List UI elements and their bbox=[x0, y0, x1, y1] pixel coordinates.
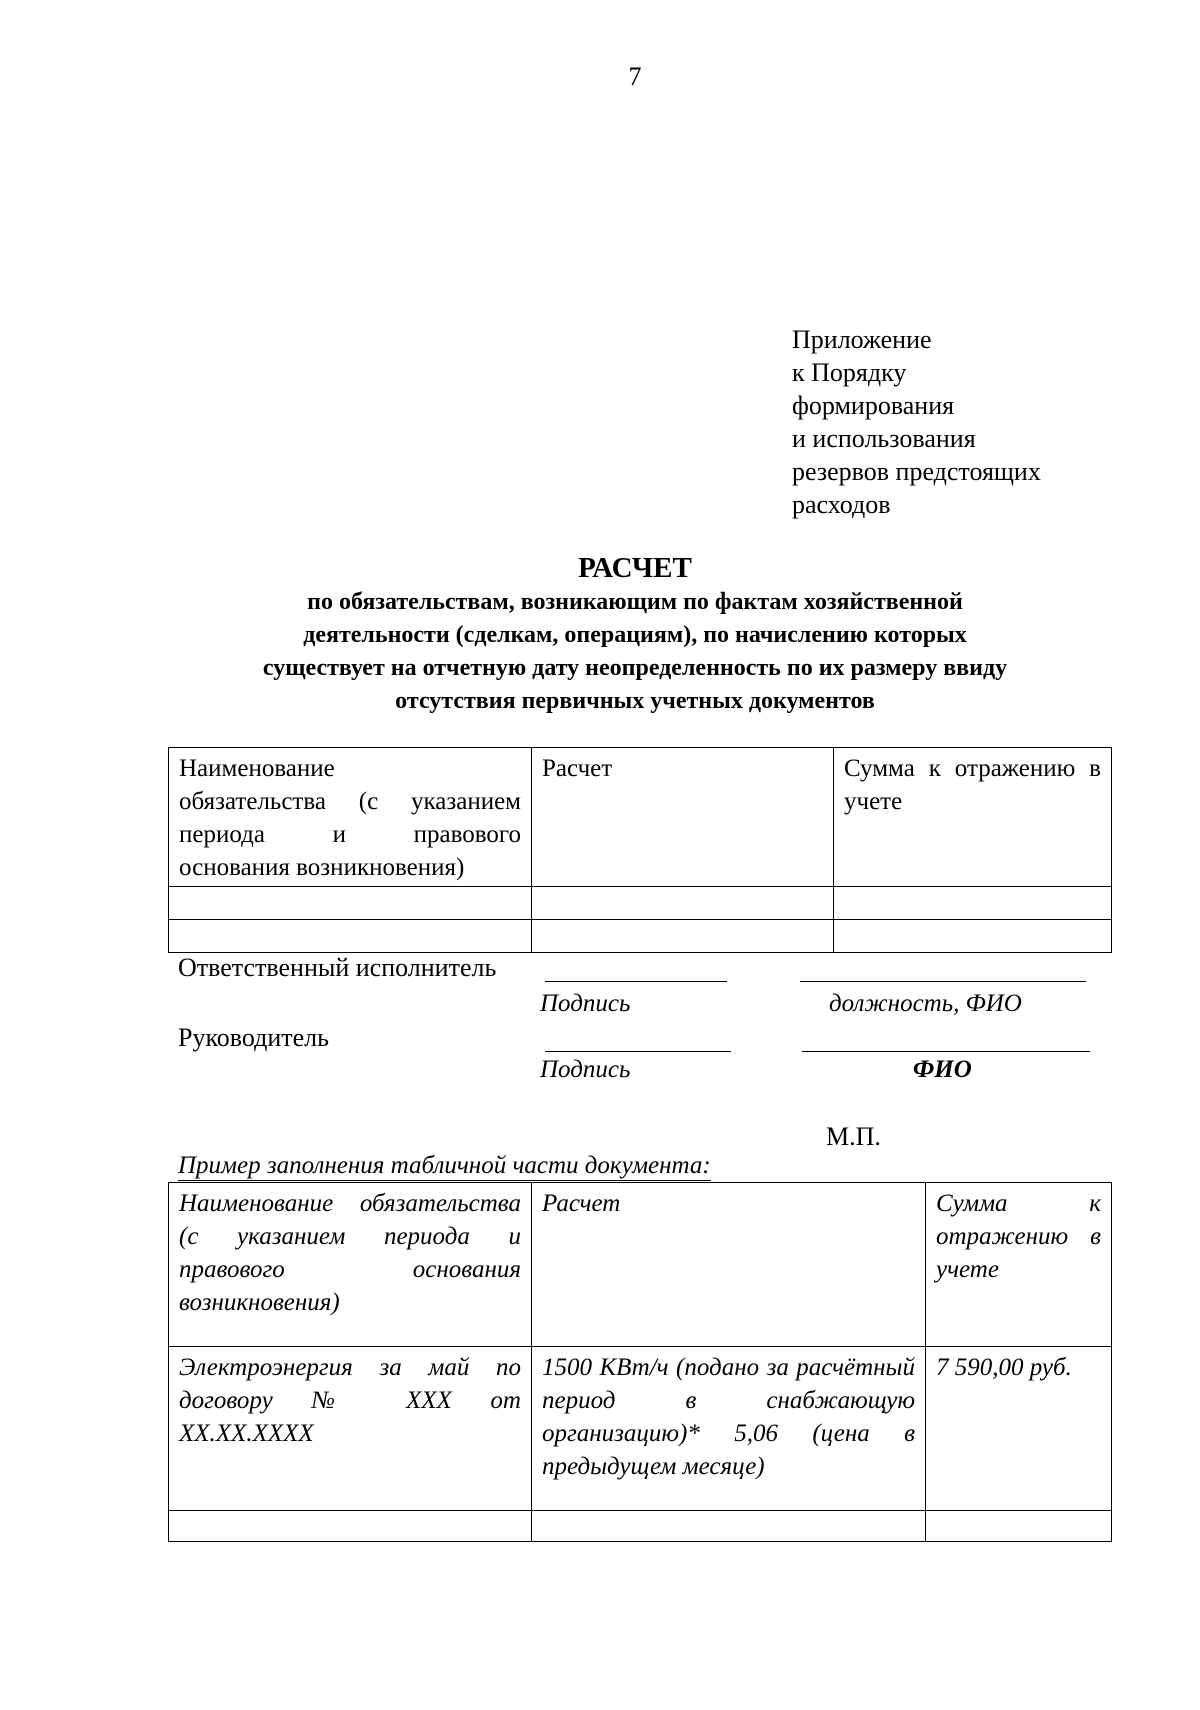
executor-signature-caption: Подпись bbox=[540, 990, 631, 1017]
executor-name-caption: должность, ФИО bbox=[829, 990, 1022, 1017]
example-cell-sum: 7 590,00 руб. bbox=[926, 1347, 1112, 1511]
subtitle-line: деятельности (сделкам, операциям), по начислению которых bbox=[303, 622, 967, 648]
appendix-line: резервов предстоящих bbox=[792, 457, 1041, 486]
table-row bbox=[169, 920, 1112, 953]
table-row bbox=[169, 1347, 1112, 1511]
form-table bbox=[168, 747, 1112, 953]
appendix-line: и использования bbox=[792, 424, 976, 453]
form-header-line: основания возникновения) bbox=[179, 854, 465, 881]
form-header-name bbox=[169, 748, 532, 887]
example-cell-name: Электроэнергия за май по договору № XXX от XX.XX.XXXX bbox=[169, 1347, 532, 1511]
form-header-calc: Расчет bbox=[532, 748, 834, 887]
head-name-caption: ФИО bbox=[913, 1056, 972, 1083]
head-signature-line bbox=[545, 1051, 731, 1052]
head-signature-caption: Подпись bbox=[540, 1056, 631, 1083]
form-table-header-row bbox=[169, 748, 1112, 887]
example-header-calc: Расчет bbox=[532, 1183, 926, 1347]
example-header-sum: Сумма к отражению в учете bbox=[926, 1183, 1112, 1347]
form-header-line: Наименование bbox=[179, 755, 335, 782]
stamp-place: М.П. bbox=[826, 1122, 881, 1151]
table-row bbox=[169, 887, 1112, 920]
table-cell bbox=[926, 1511, 1112, 1542]
page-number: 7 bbox=[628, 62, 642, 91]
form-header-line: периода и правового bbox=[179, 821, 521, 848]
head-label: Руководитель bbox=[178, 1023, 329, 1052]
example-label: Пример заполнения табличной части документа: bbox=[178, 1152, 711, 1179]
appendix-line: расходов bbox=[792, 490, 891, 519]
appendix-note bbox=[792, 323, 1041, 521]
example-table-header-row bbox=[169, 1183, 1112, 1347]
table-row bbox=[169, 1511, 1112, 1542]
form-header-sum: Сумма к отражению в учете bbox=[834, 748, 1112, 887]
table-cell bbox=[532, 887, 834, 920]
example-table bbox=[168, 1182, 1112, 1542]
table-cell bbox=[834, 920, 1112, 953]
example-header-name: Наименование обязательства (с указанием периода и правового основания возникновения) bbox=[169, 1183, 532, 1347]
subtitle-line: отсутствия первичных учетных документов bbox=[395, 688, 875, 714]
appendix-line: к Порядку bbox=[792, 358, 907, 387]
example-cell-calc: 1500 КВт/ч (подано за расчётный период в снабжающую организацию)* 5,06 (цена в предыдущем месяце) bbox=[532, 1347, 926, 1511]
table-cell bbox=[532, 1511, 926, 1542]
executor-signature-line bbox=[545, 981, 727, 982]
table-cell bbox=[169, 887, 532, 920]
form-header-line: обязательства (с указанием bbox=[179, 788, 521, 815]
executor-name-line bbox=[800, 981, 1086, 982]
document-title: РАСЧЕТ bbox=[578, 552, 692, 584]
appendix-line: Приложение bbox=[792, 325, 932, 354]
table-cell bbox=[169, 920, 532, 953]
document-subtitle bbox=[160, 586, 1110, 718]
table-cell bbox=[834, 887, 1112, 920]
subtitle-line: существует на отчетную дату неопределенность по их размеру ввиду bbox=[262, 655, 1008, 681]
head-name-line bbox=[802, 1051, 1090, 1052]
executor-label: Ответственный исполнитель bbox=[178, 953, 497, 982]
table-cell bbox=[169, 1511, 532, 1542]
subtitle-line: по обязательствам, возникающим по фактам хозяйственной bbox=[307, 589, 963, 615]
table-cell bbox=[532, 920, 834, 953]
appendix-line: формирования bbox=[792, 391, 955, 420]
